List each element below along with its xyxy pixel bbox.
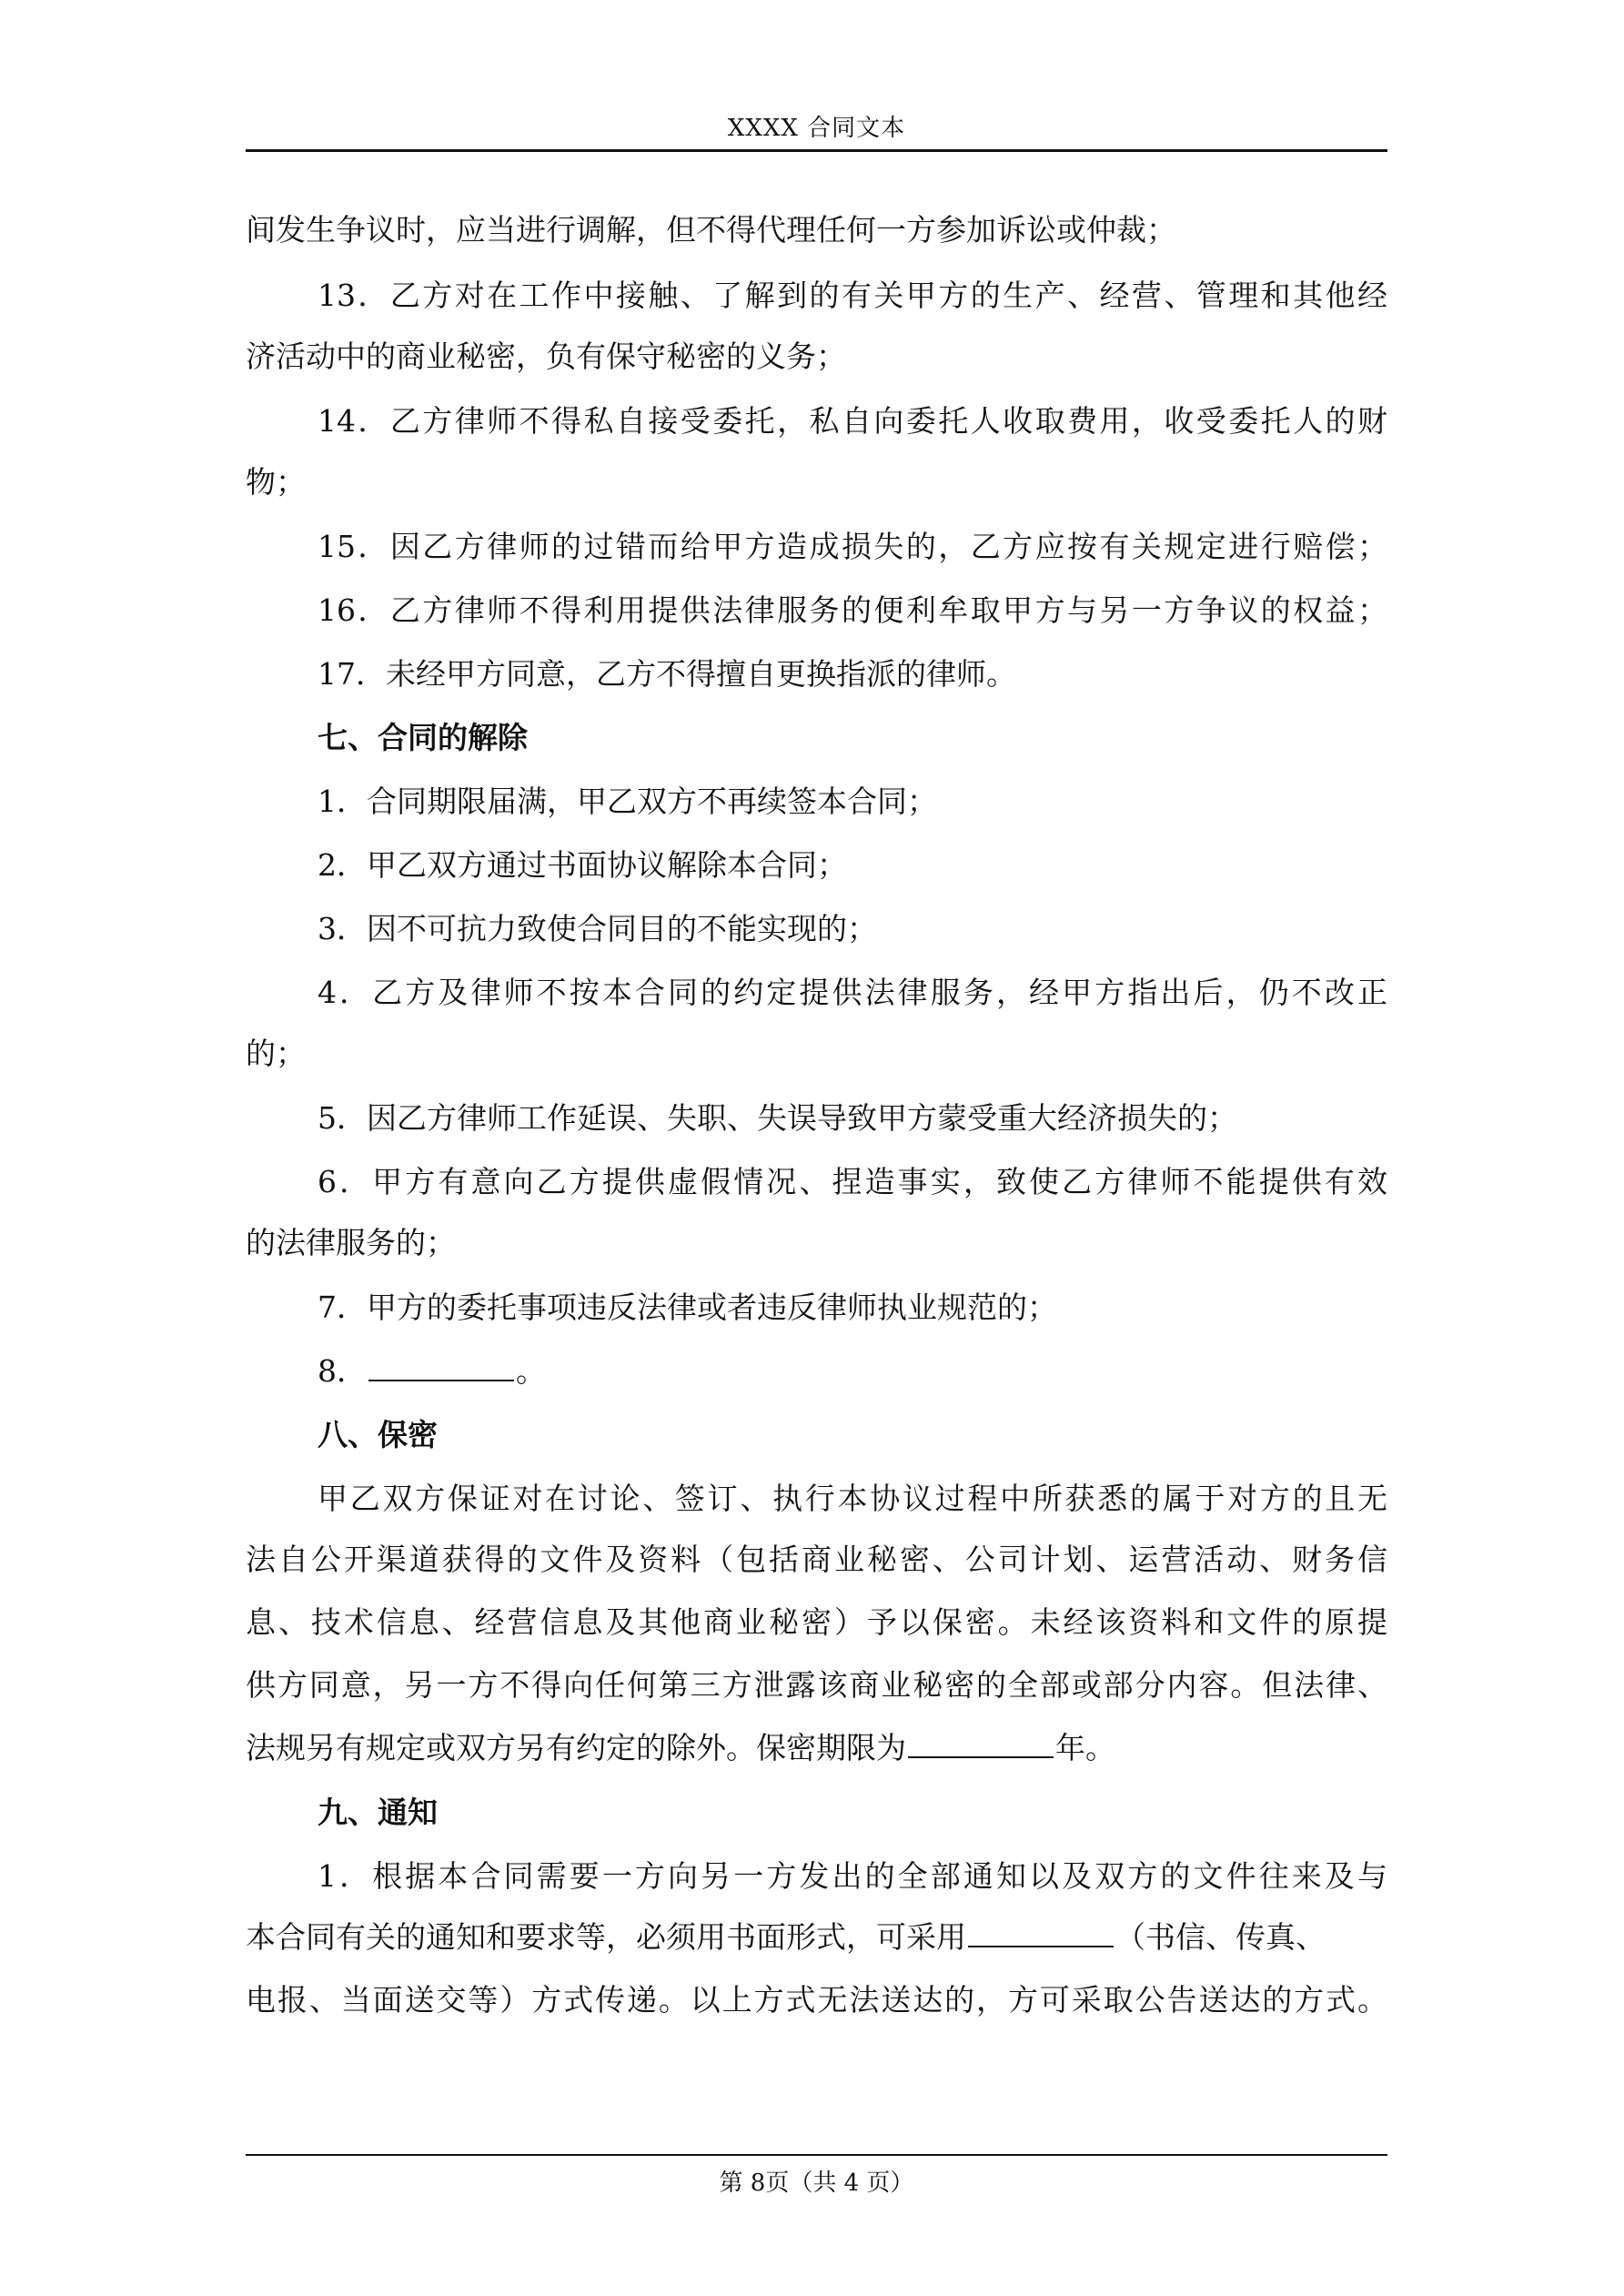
termination-item-7: 7．甲方的委托事项违反法律或者违反律师执业规范的； <box>318 1290 1057 1325</box>
confidentiality-line <box>246 1725 1387 1771</box>
clause-17-line: 17．未经甲方同意，乙方不得擅自更换指派的律师。 <box>318 656 1016 692</box>
notice-line: 电报、当面送交等）方式传递。以上方式无法送达的，方可采取公告送达的方式。 <box>246 1982 1387 2018</box>
unit-year: 年。 <box>1055 1730 1115 1765</box>
notice-text: （书信、传真、 <box>1115 1919 1326 1955</box>
confidentiality-term-blank[interactable] <box>908 1725 1054 1758</box>
punctuation: 。 <box>516 1353 546 1389</box>
notice-method-blank[interactable] <box>968 1915 1114 1947</box>
notice-item-1: 1．根据本合同需要一方向另一方发出的全部通知以及双方的文件往来及与 <box>318 1858 1387 1894</box>
notice-text: 本合同有关的通知和要求等，必须用书面形式，可采用 <box>246 1919 966 1955</box>
header-rule <box>246 149 1387 152</box>
clause-14-line: 14．乙方律师不得私自接受委托，私自向委托人收取费用，收受委托人的财 <box>318 403 1387 439</box>
paragraph-line: 物； <box>246 464 306 500</box>
page-number: 第 8页（共 4 页） <box>719 2170 914 2197</box>
confidentiality-text: 法规另有规定或双方另有约定的除外。保密期限为 <box>246 1730 906 1765</box>
section-heading-confidentiality: 八、保密 <box>318 1417 438 1452</box>
footer-rule <box>246 2154 1387 2156</box>
item-number: 8． <box>318 1353 367 1389</box>
paragraph-line: 的法律服务的； <box>246 1225 456 1260</box>
section-heading-termination: 七、合同的解除 <box>318 720 528 755</box>
termination-item-2: 2．甲乙双方通过书面协议解除本合同； <box>318 847 847 883</box>
termination-item-4: 4．乙方及律师不按本合同的约定提供法律服务，经甲方指出后，仍不改正 <box>318 975 1387 1010</box>
paragraph-line: 间发生争议时，应当进行调解，但不得代理任何一方参加诉讼或仲裁； <box>246 212 1176 248</box>
termination-item-3: 3．因不可抗力致使合同目的不能实现的； <box>318 911 877 946</box>
confidentiality-line: 息、技术信息、经营信息及其他商业秘密）予以保密。未经该资料和文件的原提 <box>246 1604 1387 1640</box>
confidentiality-line: 供方同意，另一方不得向任何第三方泄露该商业秘密的全部或部分内容。但法律、 <box>246 1667 1387 1703</box>
confidentiality-line: 甲乙双方保证对在讨论、签订、执行本协议过程中所获悉的属于对方的且无 <box>318 1481 1387 1516</box>
paragraph-line: 济活动中的商业秘密，负有保守秘密的义务； <box>246 339 846 374</box>
clause-16-line: 16．乙方律师不得利用提供法律服务的便利牟取甲方与另一方争议的权益； <box>318 592 1387 628</box>
termination-item-6: 6．甲方有意向乙方提供虚假情况、捏造事实，致使乙方律师不能提供有效 <box>318 1164 1387 1199</box>
termination-item-8 <box>246 1349 1387 1394</box>
clause-13-line: 13．乙方对在工作中接触、了解到的有关甲方的生产、经营、管理和其他经 <box>318 278 1387 313</box>
notice-line <box>246 1915 1387 1960</box>
confidentiality-line: 法自公开渠道获得的文件及资料（包括商业秘密、公司计划、运营活动、财务信 <box>246 1542 1387 1577</box>
running-header-title: XXXX 合同文本 <box>727 115 906 142</box>
termination-item-5: 5．因乙方律师工作延误、失职、失误导致甲方蒙受重大经济损失的； <box>318 1100 1237 1136</box>
section-heading-notice: 九、通知 <box>318 1795 438 1830</box>
paragraph-line: 的； <box>246 1036 306 1071</box>
clause-15-line: 15．因乙方律师的过错而给甲方造成损失的，乙方应按有关规定进行赔偿； <box>318 529 1387 564</box>
termination-item-1: 1．合同期限届满，甲乙双方不再续签本合同； <box>318 784 937 819</box>
fill-in-blank[interactable] <box>368 1349 514 1381</box>
